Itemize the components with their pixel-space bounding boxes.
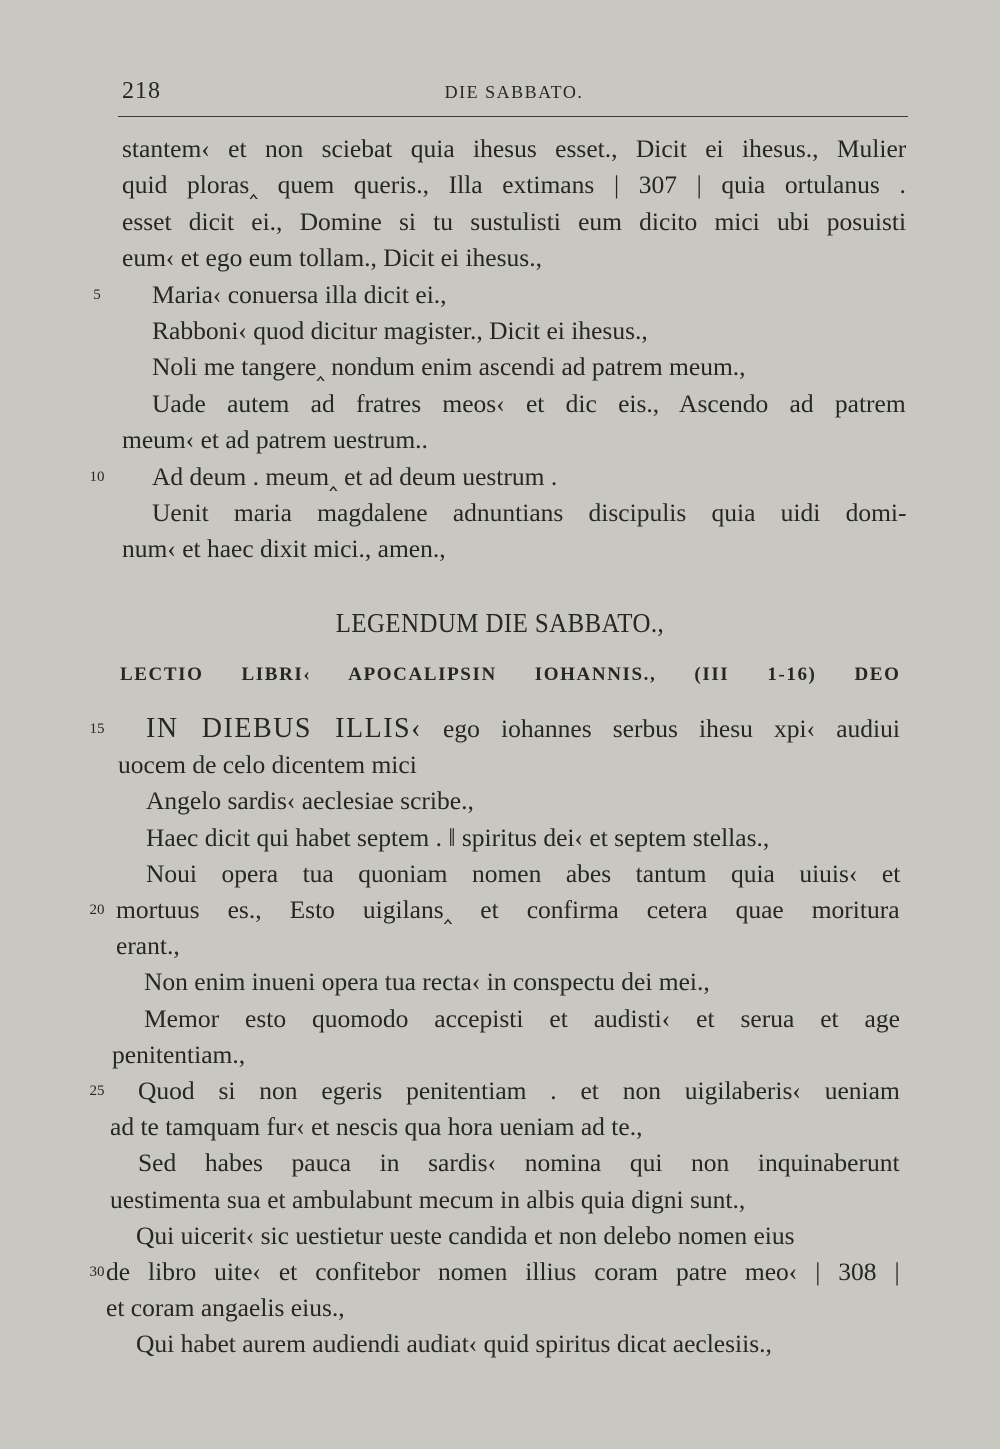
line-text xyxy=(106,1255,900,1289)
header-rule xyxy=(118,116,908,117)
line-body: quid ploras‸ quem queris., Illa extimans | 307 | quia ortulanus . xyxy=(122,170,906,200)
line-number: 15 xyxy=(89,721,105,737)
page-number: 218 xyxy=(122,78,161,104)
text-line xyxy=(0,748,1000,782)
lection-title: LECTIO LIBRI‹ APOCALIPSIN IOHANNIS., (III 1-16) DEO xyxy=(120,664,901,685)
line-text xyxy=(144,1002,900,1036)
line-text xyxy=(116,929,180,963)
text-line xyxy=(0,132,1000,166)
text-line xyxy=(0,821,1000,855)
line-number: 20 xyxy=(89,902,105,918)
line-text xyxy=(146,712,900,746)
line-number: 5 xyxy=(93,286,101,303)
line-text xyxy=(146,857,900,891)
line-body: erant., xyxy=(116,931,180,961)
line-text xyxy=(146,784,474,818)
line-body: stantem‹ et non sciebat quia ihesus esset., Dicit ei ihesus., Mulier xyxy=(122,134,907,163)
text-line xyxy=(0,857,1000,891)
line-body: Non enim inueni opera tua recta‹ in conspectu dei mei., xyxy=(144,967,710,997)
line-text xyxy=(138,1146,900,1180)
text-line xyxy=(0,241,1000,275)
line-text xyxy=(136,1219,795,1253)
line-body: Ad deum . meum‸ et ad deum uestrum . xyxy=(152,461,558,491)
line-number: 30 xyxy=(89,1264,105,1280)
text-line xyxy=(0,1038,1000,1072)
line-body: et coram angaelis eius., xyxy=(106,1293,345,1323)
text-line xyxy=(0,784,1000,818)
line-body: Quod si non egeris penitentiam . et non uigilaberis‹ ueniam xyxy=(138,1076,900,1105)
line-text xyxy=(122,532,446,566)
line-body: Angelo sardis‹ aeclesiae scribe., xyxy=(146,786,474,816)
line-body: mortuus es., Esto uigilans‸ et confirma cetera quae moritura xyxy=(116,895,900,924)
line-text xyxy=(122,241,542,275)
line-text xyxy=(136,1327,772,1361)
line-body: Maria‹ conuersa illa dicit ei., xyxy=(152,279,447,309)
line-text xyxy=(152,278,447,312)
line-body: Uenit maria magdalene adnuntians discipulis quia uidi domi- xyxy=(152,498,907,527)
line-body: Haec dicit qui habet septem . ‖ spiritus dei‹ et septem stellas., xyxy=(146,822,770,852)
line-body: Noli me tangere‸ nondum enim ascendi ad patrem meum., xyxy=(152,352,746,382)
line-text xyxy=(106,1291,345,1325)
line-body: Memor esto quomodo accepisti et audisti‹ et serua et age xyxy=(144,1003,900,1033)
line-body: esset dicit ei., Domine si tu sustulisti eum dicito mici ubi posuisti xyxy=(122,206,907,236)
text-line xyxy=(0,1074,1000,1108)
line-text xyxy=(152,350,746,384)
section-heading: LEGENDUM DIE SABBATO., xyxy=(335,608,665,638)
line-text xyxy=(118,748,417,782)
text-line xyxy=(0,1255,1000,1289)
line-text xyxy=(122,168,906,202)
text-line xyxy=(0,1291,1000,1325)
text-line xyxy=(0,423,1000,457)
text-line xyxy=(0,387,1000,421)
line-text xyxy=(122,205,906,239)
line-body: Sed habes pauca in sardis‹ nomina qui non inquinaberunt xyxy=(138,1148,900,1178)
line-body: meum‹ et ad patrem uestrum.. xyxy=(122,425,428,455)
line-body: ad te tamquam fur‹ et nescis qua hora ueniam ad te., xyxy=(110,1112,643,1142)
text-line xyxy=(0,929,1000,963)
text-line xyxy=(0,712,1000,746)
line-text xyxy=(122,132,906,166)
text-line xyxy=(0,278,1000,312)
text-line xyxy=(0,205,1000,239)
line-text xyxy=(122,423,428,457)
text-line xyxy=(0,1183,1000,1217)
incipit-caps: IN DIEBUS ILLIS‹ xyxy=(146,713,422,744)
text-line xyxy=(0,1002,1000,1036)
line-text xyxy=(146,821,769,855)
line-text xyxy=(152,387,906,421)
line-body: Rabboni‹ quod dicitur magister., Dicit ei ihesus., xyxy=(152,316,648,345)
line-text xyxy=(110,1183,745,1217)
line-body: uocem de celo dicentem mici xyxy=(118,750,417,780)
line-text xyxy=(152,460,557,494)
text-line xyxy=(0,1327,1000,1361)
line-body: penitentiam., xyxy=(112,1039,246,1069)
line-body: uestimenta sua et ambulabunt mecum in albis quia digni sunt., xyxy=(110,1184,746,1214)
line-body: num‹ et haec dixit mici., amen., xyxy=(122,534,446,564)
line-text xyxy=(152,496,906,530)
running-title: DIE SABBATO. xyxy=(444,82,584,102)
line-body: Noui opera tua quoniam nomen abes tantum quia uiuis‹ et xyxy=(146,858,901,888)
page-header xyxy=(118,78,910,112)
line-body: Qui uicerit‹ sic uestietur ueste candida et non delebo nomen eius xyxy=(136,1220,795,1250)
line-body: Qui habet aurem audiendi audiat‹ quid spiritus dicat aeclesiis., xyxy=(136,1329,772,1359)
text-line xyxy=(0,965,1000,999)
text-line xyxy=(0,1146,1000,1180)
line-body: ego iohannes serbus ihesu xpi‹ audiui xyxy=(421,714,900,743)
text-line xyxy=(0,532,1000,566)
text-line xyxy=(0,168,1000,202)
line-text xyxy=(138,1074,900,1108)
line-body: Uade autem ad fratres meos‹ et dic eis., Ascendo ad patrem xyxy=(152,388,906,418)
line-body: de libro uite‹ et confitebor nomen illius coram patre meo‹ | 308 | xyxy=(106,1257,900,1286)
line-text xyxy=(112,1038,245,1072)
line-text xyxy=(116,893,900,927)
text-line xyxy=(0,496,1000,530)
text-line xyxy=(0,350,1000,384)
text-line xyxy=(0,893,1000,927)
line-text xyxy=(144,965,710,999)
line-text xyxy=(110,1110,642,1144)
line-number: 10 xyxy=(89,468,105,485)
text-line xyxy=(0,1219,1000,1253)
text-line xyxy=(0,460,1000,494)
text-line xyxy=(0,314,1000,348)
line-body: eum‹ et ego eum tollam., Dicit ei ihesus., xyxy=(122,243,542,273)
line-text xyxy=(152,314,648,348)
text-line xyxy=(0,1110,1000,1144)
line-number: 25 xyxy=(89,1083,105,1099)
